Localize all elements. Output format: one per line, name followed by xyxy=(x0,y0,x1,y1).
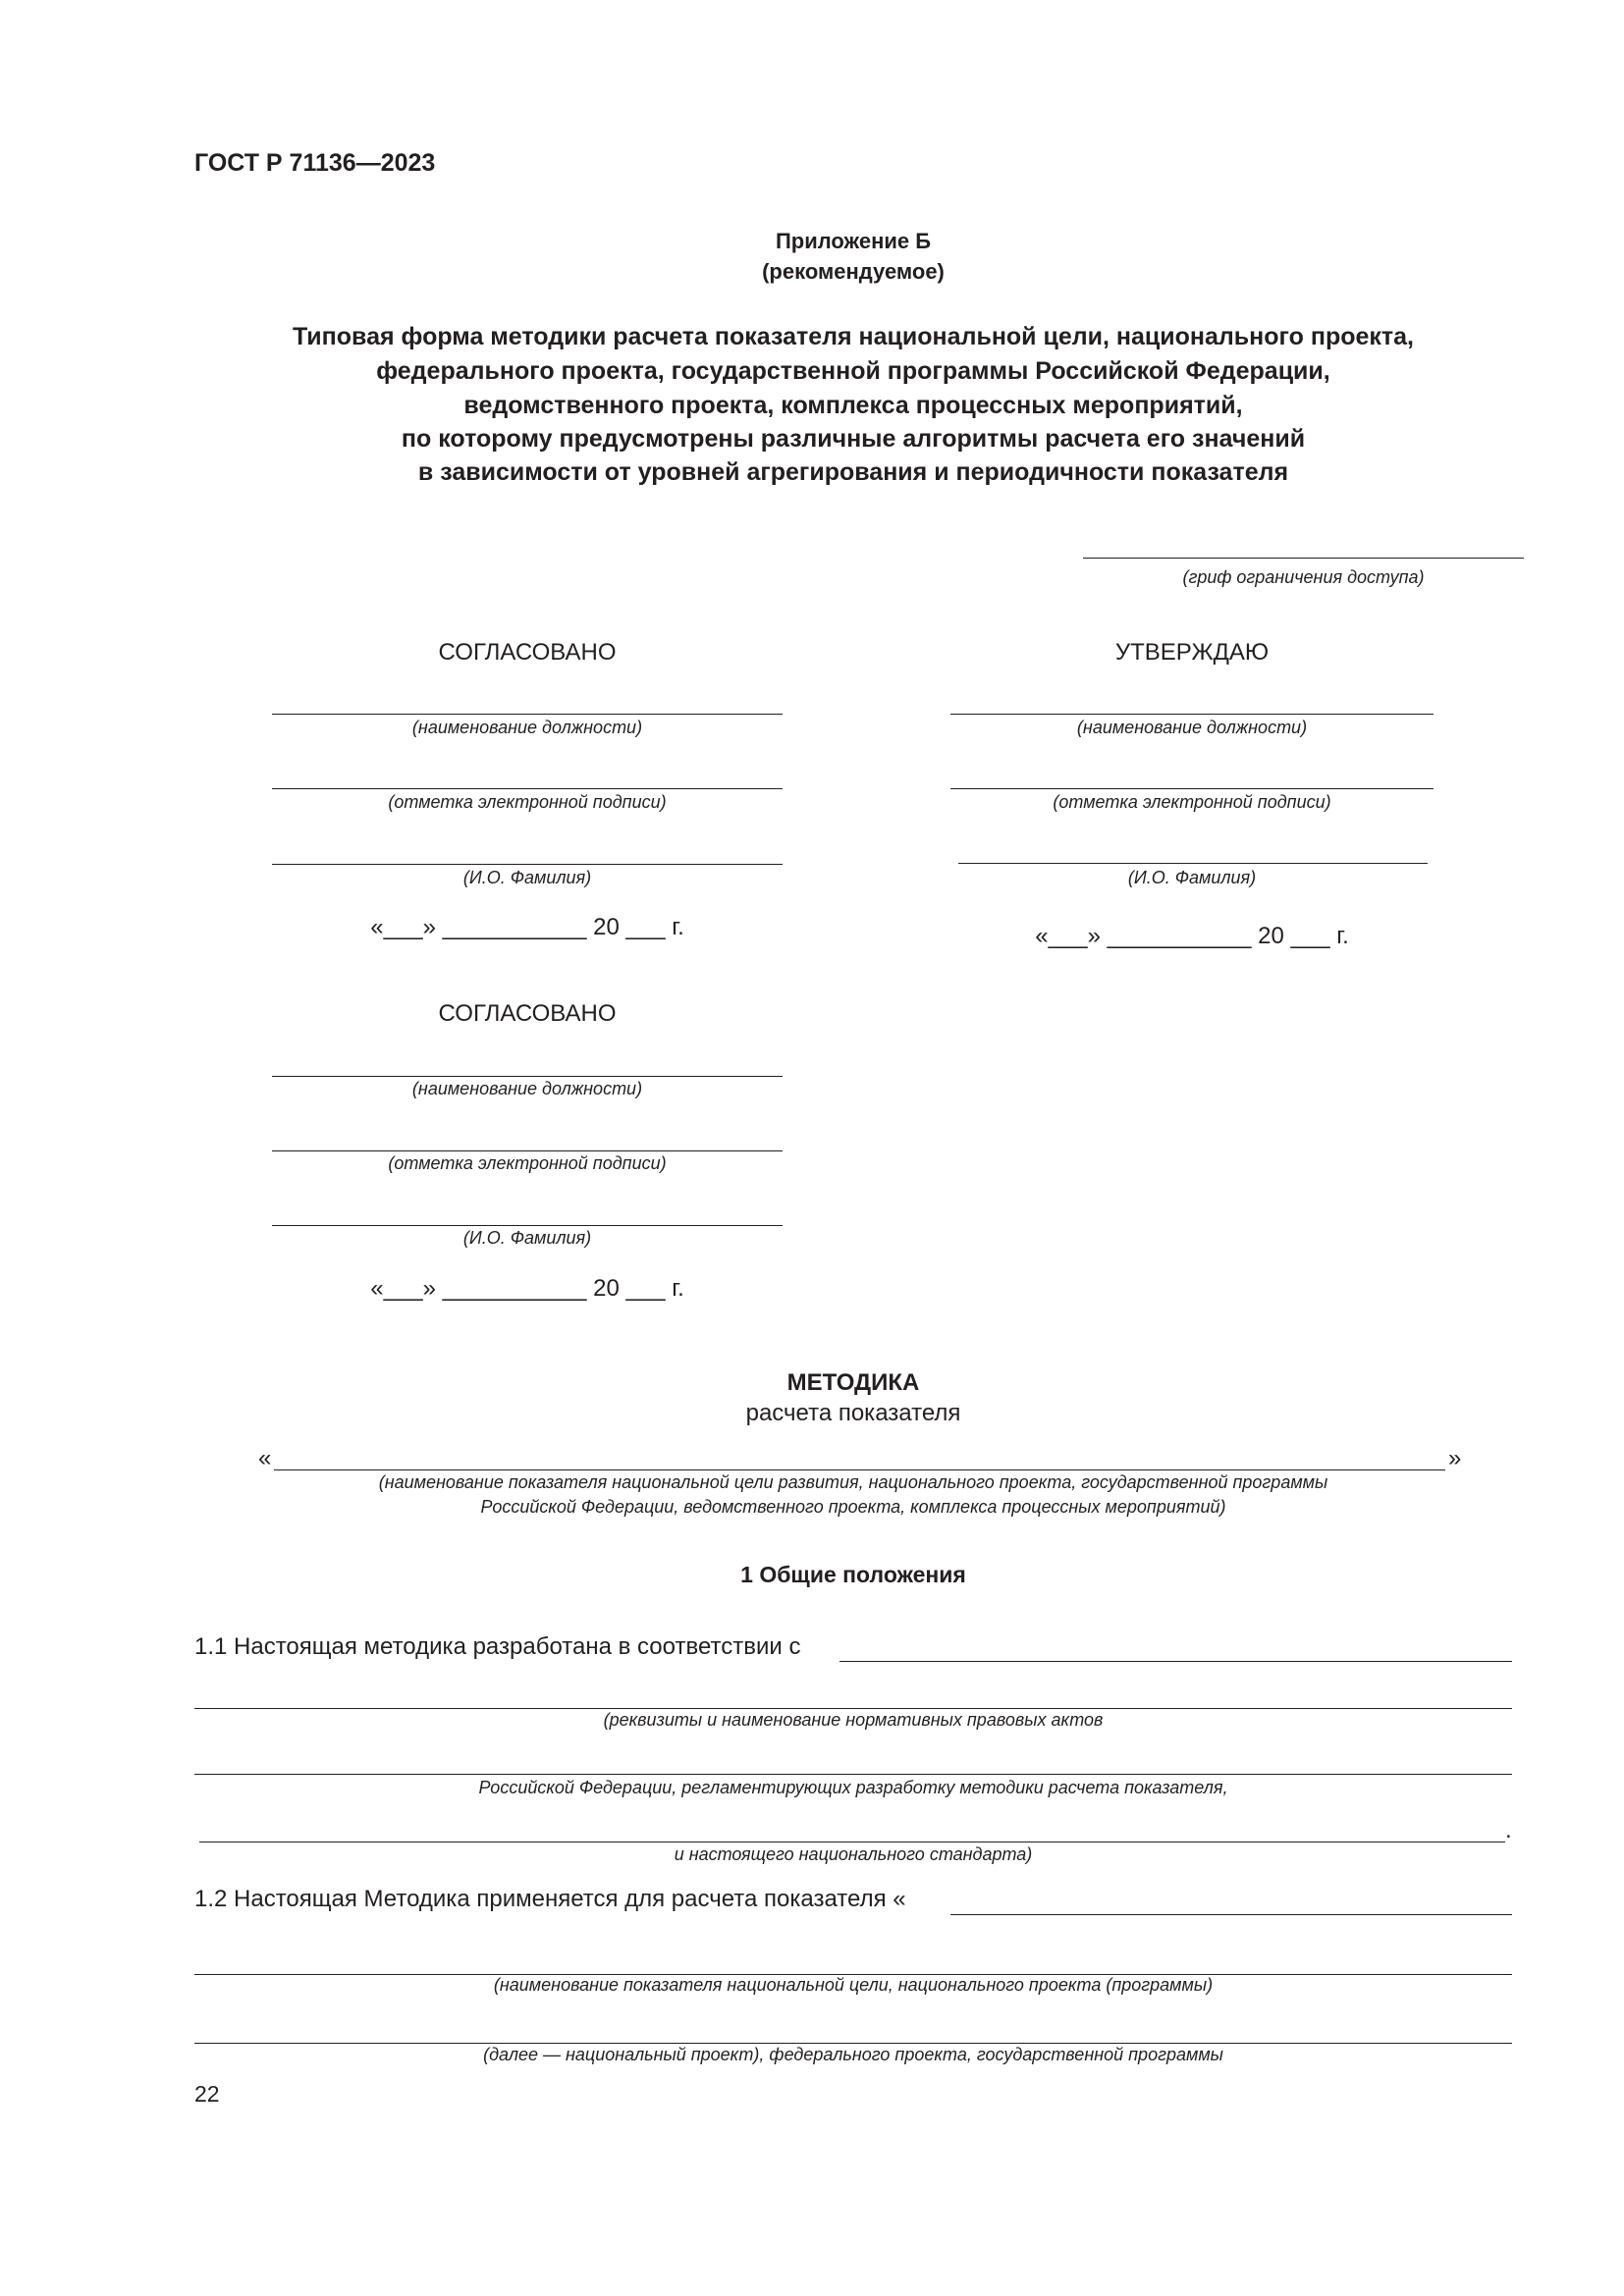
p1-2-fill-line xyxy=(950,1914,1512,1915)
access-caption: (гриф ограничения доступа) xyxy=(1182,567,1425,587)
paragraph-1-2: 1.2 Настоящая Методика применяется для расчета показателя « xyxy=(194,1886,906,1912)
position-line-1 xyxy=(272,714,783,715)
p1-1-period: . xyxy=(1505,1817,1512,1843)
p1-1-line-2 xyxy=(194,1708,1512,1709)
p1-2-caption-2: (далее — национальный проект), федерального проекта, государственной программы xyxy=(483,2045,1223,2064)
name-line-1 xyxy=(272,864,783,865)
date-line-2: «___» ___________ 20 ___ г. xyxy=(370,1275,684,1302)
name-caption-1: (И.О. Фамилия) xyxy=(462,868,592,887)
signature-line-right xyxy=(950,788,1434,789)
name-line-2 xyxy=(272,1225,783,1226)
page-number: 22 xyxy=(194,2081,220,2107)
name-caption-2: (И.О. Фамилия) xyxy=(462,1228,592,1248)
p1-1-line-3 xyxy=(194,1774,1512,1775)
indicator-name-line xyxy=(274,1469,1445,1470)
position-line-2 xyxy=(272,1076,783,1077)
open-quote: « xyxy=(258,1445,272,1471)
methodology-subtitle: расчета показателя xyxy=(745,1400,961,1426)
date-line-1: «___» ___________ 20 ___ г. xyxy=(370,914,684,940)
signature-line-2 xyxy=(272,1150,783,1151)
position-caption-right: (наименование должности) xyxy=(1076,718,1308,737)
date-line-right: «___» ___________ 20 ___ г. xyxy=(1035,923,1349,949)
agreed-heading-2: СОГЛАСОВАНО xyxy=(438,1000,617,1027)
indicator-caption-1: (наименование показателя национальной цели развития, национального проекта, государственной программы xyxy=(378,1472,1328,1492)
p1-2-caption-1: (наименование показателя национальной цели, национального проекта (программы) xyxy=(493,1975,1214,1995)
p1-1-fill-line xyxy=(839,1661,1512,1662)
methodology-title: МЕТОДИКА xyxy=(786,1369,920,1396)
section-1-heading: 1 Общие положения xyxy=(740,1562,966,1587)
close-quote: » xyxy=(1448,1445,1462,1471)
paragraph-1-1: 1.1 Настоящая методика разработана в соответствии с xyxy=(194,1633,801,1660)
position-caption-2: (наименование должности) xyxy=(411,1079,643,1098)
signature-caption-right: (отметка электронной подписи) xyxy=(1053,792,1331,812)
signature-line-1 xyxy=(272,788,783,789)
main-title-line-1: Типовая форма методики расчета показателя национальной цели, национального проекта, xyxy=(292,323,1415,350)
signature-caption-2: (отметка электронной подписи) xyxy=(388,1153,667,1173)
position-line-right xyxy=(950,714,1434,715)
agreed-heading-1: СОГЛАСОВАНО xyxy=(438,639,617,666)
p1-1-caption-3: и настоящего национального стандарта) xyxy=(674,1844,1033,1864)
position-caption-1: (наименование должности) xyxy=(411,718,643,737)
approve-heading: УТВЕРЖДАЮ xyxy=(1114,639,1270,666)
main-title-line-4: по которому предусмотрены различные алгоритмы расчета его значений xyxy=(401,425,1306,453)
signature-caption-1: (отметка электронной подписи) xyxy=(388,792,667,812)
name-line-right xyxy=(958,863,1428,864)
p1-1-caption-2: Российской Федерации, регламентирующих разработку методики расчета показателя, xyxy=(478,1778,1228,1797)
indicator-caption-2: Российской Федерации, ведомственного проекта, комплекса процессных мероприятий) xyxy=(480,1497,1226,1517)
appendix-status: (рекомендуемое) xyxy=(762,259,945,284)
main-title-line-2: федерального проекта, государственной программы Российской Федерации, xyxy=(376,357,1330,385)
p1-1-caption-1: (реквизиты и наименование нормативных правовых актов xyxy=(603,1710,1104,1730)
access-line xyxy=(1083,558,1524,559)
name-caption-right: (И.О. Фамилия) xyxy=(1127,868,1257,887)
main-title-line-5: в зависимости от уровней агрегирования и периодичности показателя xyxy=(417,458,1289,486)
appendix-title: Приложение Б xyxy=(775,229,932,253)
p1-2-line-3 xyxy=(194,2043,1512,2044)
main-title-line-3: ведомственного проекта, комплекса процессных мероприятий, xyxy=(463,392,1243,419)
standard-code: ГОСТ Р 71136—2023 xyxy=(194,149,436,177)
